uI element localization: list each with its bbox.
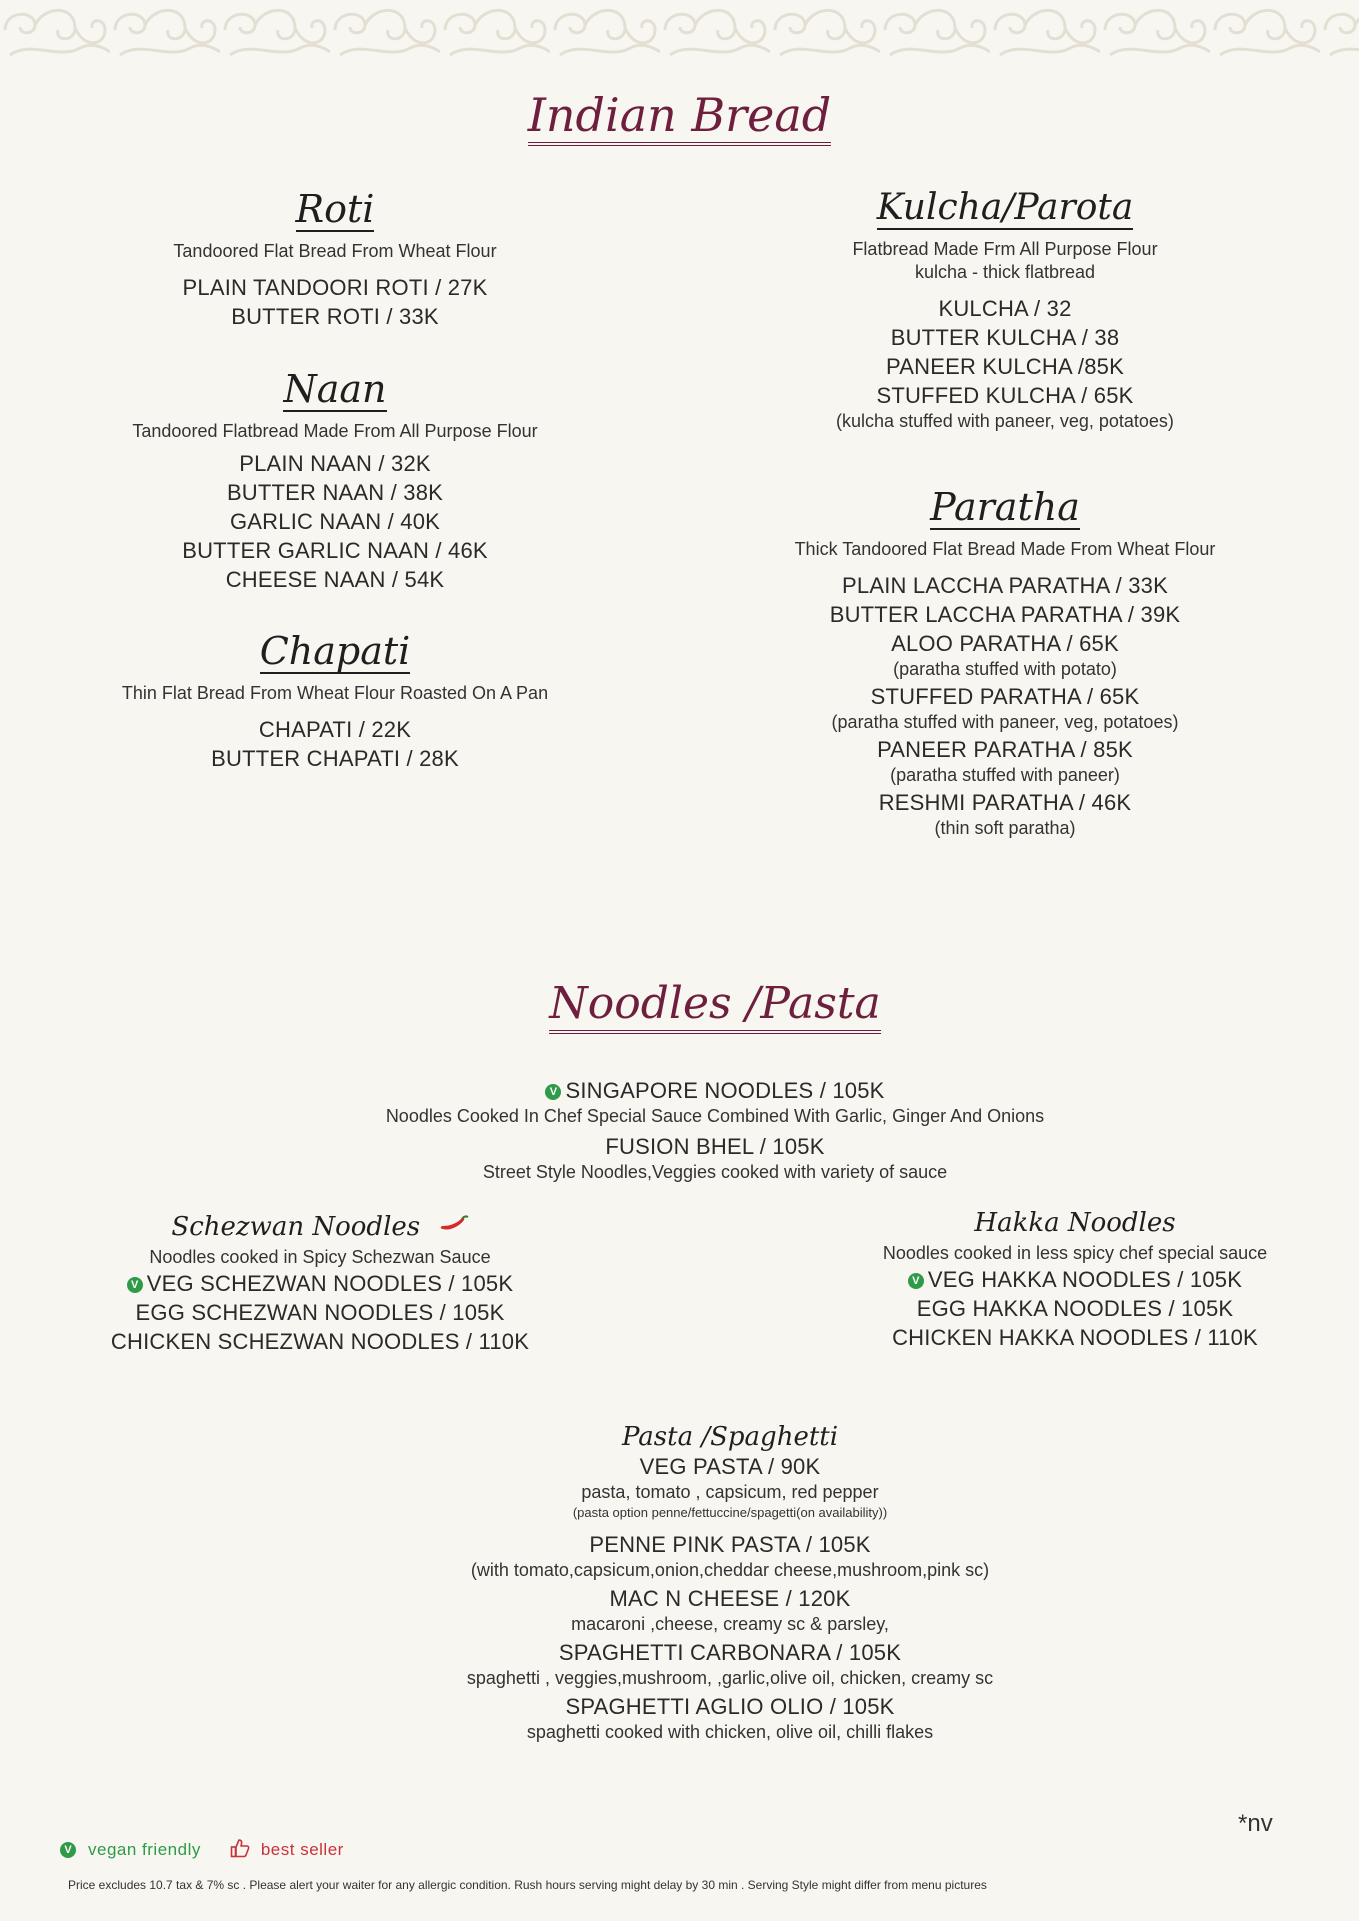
non-veg-mark: *nv xyxy=(1238,1810,1273,1837)
item-description: spaghetti cooked with chicken, olive oil, chilli flakes xyxy=(526,1722,934,1742)
vegan-badge-icon: V xyxy=(545,1084,561,1100)
thumbs-up-icon xyxy=(229,1837,251,1864)
scroll-pattern xyxy=(0,0,1359,60)
kulcha-subdescription: kulcha - thick flatbread xyxy=(914,262,1096,282)
item-description: spaghetti , veggies,mushroom, ,garlic,olive oil, chicken, creamy sc xyxy=(466,1668,994,1688)
vegan-badge-icon: V xyxy=(908,1273,924,1289)
pasta-title: Pasta /Spaghetti xyxy=(621,1422,839,1452)
paratha-title: Paratha xyxy=(930,485,1080,529)
menu-item: VEG HAKKA NOODLES / 105K xyxy=(927,1267,1243,1292)
menu-item: CHICKEN HAKKA NOODLES / 110K xyxy=(892,1325,1258,1350)
item-description: Noodles Cooked In Chef Special Sauce Combined With Garlic, Ginger And Onions xyxy=(385,1106,1045,1126)
menu-item: EGG SCHEZWAN NOODLES / 105K xyxy=(135,1300,505,1325)
item-note: (paratha stuffed with potato) xyxy=(893,659,1117,679)
menu-item: KULCHA / 32 xyxy=(938,296,1072,321)
noodles-title-wrap xyxy=(0,978,1359,1034)
menu-item: CHAPATI / 22K xyxy=(258,717,412,742)
menu-item: GARLIC NAAN / 40K xyxy=(229,509,441,534)
menu-item: SINGAPORE NOODLES / 105K xyxy=(565,1078,885,1103)
menu-item: PENNE PINK PASTA / 105K xyxy=(589,1532,871,1557)
kulcha-section xyxy=(740,187,1270,432)
item-note: (thin soft paratha) xyxy=(934,818,1076,838)
schezwan-title: Schezwan Noodles xyxy=(171,1212,421,1242)
legend-bestseller-label: best seller xyxy=(260,1840,344,1859)
roti-section xyxy=(70,187,600,331)
menu-item: CHICKEN SCHEZWAN NOODLES / 110K xyxy=(110,1329,530,1354)
schezwan-section xyxy=(70,1214,570,1356)
menu-item: VEG SCHEZWAN NOODLES / 105K xyxy=(146,1271,514,1296)
chapati-description: Thin Flat Bread From Wheat Flour Roasted On A Pan xyxy=(121,683,549,703)
menu-item: BUTTER NAAN / 38K xyxy=(226,480,444,505)
menu-item: PLAIN NAAN / 32K xyxy=(239,451,431,476)
item-note: (paratha stuffed with paneer) xyxy=(890,765,1120,785)
pasta-section xyxy=(380,1424,1080,1744)
menu-item: BUTTER LACCHA PARATHA / 39K xyxy=(829,602,1181,627)
roti-description: Tandoored Flat Bread From Wheat Flour xyxy=(173,241,497,261)
chapati-title: Chapati xyxy=(259,629,411,673)
page-title-wrap xyxy=(0,88,1359,146)
vegan-badge-icon: V xyxy=(127,1277,143,1293)
menu-item: PLAIN LACCHA PARATHA / 33K xyxy=(842,573,1168,598)
item-description: pasta, tomato , capsicum, red pepper xyxy=(581,1482,879,1502)
kulcha-description: Flatbread Made Frm All Purpose Flour xyxy=(852,239,1158,259)
menu-item: SPAGHETTI CARBONARA / 105K xyxy=(558,1640,902,1665)
footer-disclaimer: Price excludes 10.7 tax & 7% sc . Please alert your waiter for any allergic condition. Rush hours serving might delay by 30 min . Serving Style might differ from menu pictures xyxy=(68,1878,987,1892)
paratha-description: Thick Tandoored Flat Bread Made From Wheat Flour xyxy=(794,539,1216,559)
menu-item: PANEER KULCHA /85K xyxy=(886,354,1124,379)
menu-item: BUTTER CHAPATI / 28K xyxy=(211,746,459,771)
legend-vegan-label: vegan friendly xyxy=(88,1840,201,1859)
item-description: Street Style Noodles,Veggies cooked with variety of sauce xyxy=(482,1162,948,1182)
roti-title: Roti xyxy=(295,187,375,231)
naan-description: Tandoored Flatbread Made From All Purpose Flour xyxy=(132,421,538,441)
menu-item: STUFFED PARATHA / 65K xyxy=(870,684,1140,709)
menu-item: RESHMI PARATHA / 46K xyxy=(878,790,1132,815)
menu-item: SPAGHETTI AGLIO OLIO / 105K xyxy=(565,1694,895,1719)
hakka-description: Noodles cooked in less spicy chef special sauce xyxy=(882,1243,1268,1263)
menu-item: ALOO PARATHA / 65K xyxy=(891,631,1119,656)
naan-title: Naan xyxy=(283,367,387,411)
menu-item: MAC N CHEESE / 120K xyxy=(609,1586,851,1611)
noodles-title: Noodles /Pasta xyxy=(549,982,881,1034)
item-option: (pasta option penne/fettuccine/spagetti(on availability)) xyxy=(572,1505,888,1520)
menu-item: VEG PASTA / 90K xyxy=(639,1454,821,1479)
menu-item: CHEESE NAAN / 54K xyxy=(225,567,445,592)
page-title: Indian Bread xyxy=(528,92,832,146)
item-description: (with tomato,capsicum,onion,cheddar cheese,mushroom,pink sc) xyxy=(470,1560,990,1580)
legend xyxy=(60,1838,344,1862)
decorative-border xyxy=(0,0,1359,60)
naan-section xyxy=(70,367,600,594)
item-note: (kulcha stuffed with paneer, veg, potatoes) xyxy=(836,411,1174,431)
chapati-section xyxy=(70,629,600,773)
hakka-title: Hakka Noodles xyxy=(974,1208,1176,1238)
noodles-featured xyxy=(300,1076,1130,1184)
hakka-section xyxy=(825,1210,1325,1352)
menu-item: STUFFED KULCHA / 65K xyxy=(876,383,1134,408)
menu-item: EGG HAKKA NOODLES / 105K xyxy=(916,1296,1234,1321)
schezwan-description: Noodles cooked in Spicy Schezwan Sauce xyxy=(149,1247,491,1267)
vegan-badge-icon: V xyxy=(60,1842,76,1858)
menu-item: BUTTER ROTI / 33K xyxy=(231,304,439,329)
menu-item: FUSION BHEL / 105K xyxy=(605,1134,825,1159)
menu-item: PLAIN TANDOORI ROTI / 27K xyxy=(182,275,488,300)
kulcha-title: Kulcha/Parota xyxy=(876,187,1134,228)
menu-item: BUTTER GARLIC NAAN / 46K xyxy=(182,538,488,563)
menu-item: PANEER PARATHA / 85K xyxy=(877,737,1133,762)
item-description: macaroni ,cheese, creamy sc & parsley, xyxy=(571,1614,889,1634)
item-note: (paratha stuffed with paneer, veg, potatoes) xyxy=(831,712,1179,732)
menu-item: BUTTER KULCHA / 38 xyxy=(890,325,1120,350)
chili-icon xyxy=(439,1215,469,1238)
paratha-section xyxy=(740,485,1270,839)
